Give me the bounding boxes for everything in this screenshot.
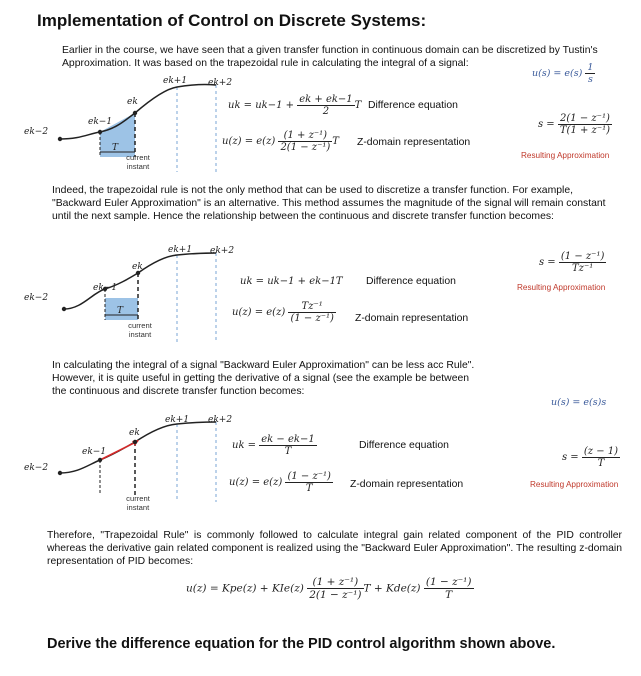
z-eq-2: u(z) = e(z) $\frac{\text{Tz⁻¹}}{\text{(1 − z⁻¹)}}$ — [232, 301, 334, 324]
result-label-3: Resulting Approximation — [530, 480, 619, 489]
z-eq-3: u(z) = e(z) $\frac{\text{(1 − z⁻¹)}}{T}$ — [229, 471, 331, 494]
svg-text:ek−2: ek−2 — [24, 463, 49, 473]
intro-paragraph: Earlier in the course, we have seen that a given transfer function in continuous domain can be discretized by Tustin's Approximation. It was based on the trapezoidal rule in calculating the integral of a signal: — [62, 45, 598, 70]
svg-text:ek+1: ek+1 — [163, 76, 188, 86]
current-instant-label-1: current instant — [126, 153, 150, 171]
svg-text:ek−2: ek−2 — [24, 293, 49, 303]
s-approx-2: s = $\frac{\text{(1 − z⁻¹)}}{\text{Tz⁻¹}}$ — [539, 251, 605, 274]
svg-text:ek+2: ek+2 — [210, 246, 235, 256]
result-label-1: Resulting Approximation — [521, 151, 610, 160]
z-label-3: Z-domain representation — [350, 479, 464, 490]
diff-eq-1: uk = uk−1 + $\frac{ek + ek-1}{2}$ T — [228, 94, 362, 117]
svg-text:ek+1: ek+1 — [165, 415, 190, 425]
s-approx-3: s = $\frac{(z - 1)}{T}$ — [562, 446, 619, 469]
svg-text:ek−1: ek−1 — [88, 117, 113, 127]
pid-equation: u(z) = Kpe(z) + KIe(z) $\frac{\text{(1 + z⁻¹)}}{\text{2(1 − z⁻¹)}}$ T + Kde(z) $\frac{\text{(1 − z⁻¹)}}{T}$ — [186, 576, 472, 601]
signal-curve — [60, 84, 216, 139]
current-instant-label-2: current instant — [128, 321, 152, 339]
paragraph-4: Therefore, "Trapezoidal Rule" is commonly followed to calculate integral gain related component of the PID controller whereas the derivative gain related component is realized using the "Backward Euler Approximation". The resulting z-domain representation of PID becomes: — [47, 530, 622, 568]
z-label-2: Z-domain representation — [355, 313, 469, 324]
diff-label-2: Difference equation — [366, 276, 456, 287]
svg-text:ek+2: ek+2 — [208, 415, 233, 425]
diff-eq-3: uk = $\frac{ek - ek-1}{T}$ — [232, 434, 315, 457]
paragraph-3: In calculating the integral of a signal "Backward Euler Approximation" can be less acc Rule". However, it is quite useful in getting the derivative of a signal (see the example be between the continuous and discrete transfer function becomes: — [52, 360, 475, 398]
svg-text:ek−1: ek−1 — [93, 283, 118, 293]
result-label-2: Resulting Approximation — [517, 283, 606, 292]
current-instant-label-3: current instant — [126, 494, 150, 512]
s-approx-1: s = $\frac{\text{2(1 − z⁻¹)}}{\text{T(1 + z⁻¹)}}$ — [538, 113, 611, 136]
derivative-graph — [20, 410, 245, 505]
z-label-1: Z-domain representation — [357, 137, 471, 148]
svg-text:ek: ek — [127, 97, 138, 107]
question-text: Derive the difference equation for the PID control algorithm shown above. — [47, 636, 556, 652]
T-label: T — [112, 143, 119, 153]
svg-text:ek+2: ek+2 — [208, 78, 233, 88]
svg-text:ek+1: ek+1 — [168, 245, 193, 255]
svg-text:ek−2: ek−2 — [24, 127, 49, 137]
svg-text:ek: ek — [132, 262, 143, 272]
paragraph-2: Indeed, the trapezoidal rule is not the only method that can be used to discretize a transfer function. For example, "Backward Euler Approximation" is an alternative. This method assumes the magnitude of the signal will remain constant until the next sample. Hence the relationship between the continuous and discrete transfer function becomes: — [52, 185, 606, 223]
z-eq-1: u(z) = e(z) $\frac{\text{(1 + z⁻¹)}}{\text{2(1 − z⁻¹)}}$ T — [222, 130, 339, 153]
intro-formula: u(s) = e(s) $\frac{1}{s}$ — [532, 62, 594, 85]
svg-text:T: T — [117, 306, 124, 316]
derivative-formula: u(s) = e(s)s — [551, 397, 607, 408]
diff-label-1: Difference equation — [368, 100, 458, 111]
diff-label-3: Difference equation — [359, 440, 449, 451]
page-title: Implementation of Control on Discrete Systems: — [37, 11, 427, 30]
diff-eq-2: uk = uk−1 + ek−1T — [240, 276, 343, 287]
svg-text:ek: ek — [129, 428, 140, 438]
svg-text:ek−1: ek−1 — [82, 447, 107, 457]
